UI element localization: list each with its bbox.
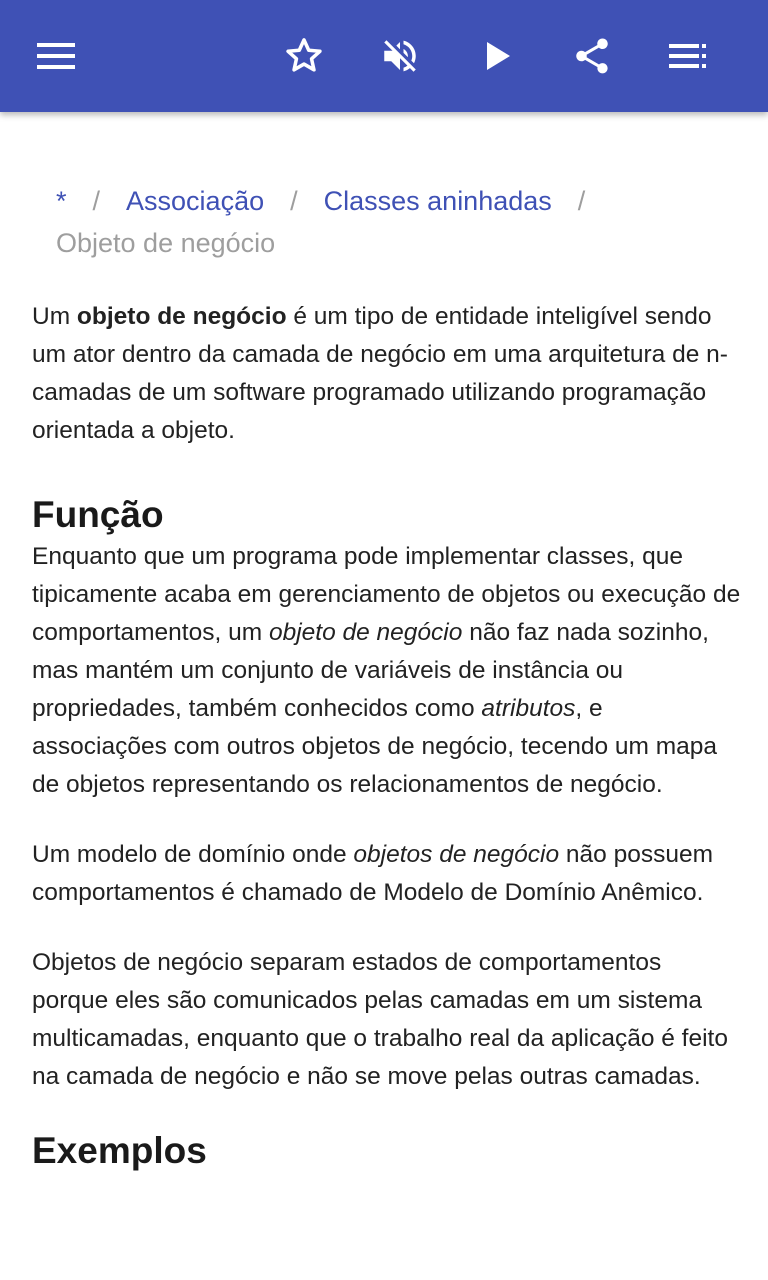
breadcrumb-link-classes-aninhadas[interactable]: Classes aninhadas	[323, 186, 552, 216]
contents-button[interactable]	[660, 28, 716, 84]
breadcrumb-link-associacao[interactable]: Associação	[126, 186, 265, 216]
section-heading-exemplos: Exemplos	[32, 1130, 207, 1171]
emphasis-text: objetos de negócio	[353, 841, 560, 868]
breadcrumb-separator: /	[290, 186, 298, 216]
article-content[interactable]	[0, 112, 768, 1280]
intro-text-start: Um	[32, 303, 77, 330]
paragraph-funcao-3: Objetos de negócio separam estados de comportamentos porque eles são comunicados pelas camadas em um sistema multicamadas, enquanto que o trabalho real da aplicação é feito na camada de negócio e não se move pelas outras camadas.	[32, 949, 728, 1090]
article-body	[32, 298, 742, 1174]
paragraph-funcao-2	[32, 836, 742, 912]
volume-off-icon	[379, 35, 421, 77]
paragraph-funcao-1	[32, 538, 742, 804]
intro-term: objeto de negócio	[76, 303, 287, 330]
menu-icon	[37, 42, 75, 70]
breadcrumb	[56, 180, 736, 264]
breadcrumb-separator: /	[92, 186, 101, 216]
app-bar	[0, 0, 768, 112]
intro-text-end: é um tipo de entidade inteligível sendo um ator dentro da camada de negócio em uma arquitetura de n-camadas de um software programado utilizando programação orientada a objeto.	[32, 303, 728, 444]
playlist-icon	[669, 43, 707, 69]
text-segment: não possuem comportamentos é chamado de Modelo de Domínio Anêmico.	[32, 841, 714, 906]
menu-button[interactable]	[28, 28, 84, 84]
play-icon	[483, 40, 513, 72]
mute-button[interactable]	[372, 28, 428, 84]
text-segment: , e associações com outros objetos de negócio, tecendo um mapa de objetos representando os relacionamentos de negócio.	[32, 695, 718, 798]
text-segment: Enquanto que um programa pode implementar classes, que tipicamente acaba em gerenciamento de objetos ou execução de comportamentos, um	[32, 543, 741, 646]
breadcrumb-current: Objeto de negócio	[56, 228, 276, 258]
share-icon	[571, 35, 613, 77]
text-segment: não faz nada sozinho, mas mantém um conjunto de variáveis de instância ou propriedades, também conhecidos como	[32, 619, 709, 722]
breadcrumb-separator: /	[577, 186, 586, 216]
breadcrumb-root-link[interactable]: *	[56, 186, 67, 216]
share-button[interactable]	[564, 28, 620, 84]
star-outline-icon	[283, 35, 325, 77]
text-segment: Um modelo de domínio onde	[32, 841, 354, 868]
bookmark-button[interactable]	[276, 28, 332, 84]
intro-paragraph	[32, 298, 742, 450]
emphasis-text: objeto de negócio	[268, 619, 463, 646]
emphasis-text: atributos	[481, 695, 576, 722]
play-button[interactable]	[470, 28, 526, 84]
section-heading-funcao: Função	[32, 494, 164, 535]
